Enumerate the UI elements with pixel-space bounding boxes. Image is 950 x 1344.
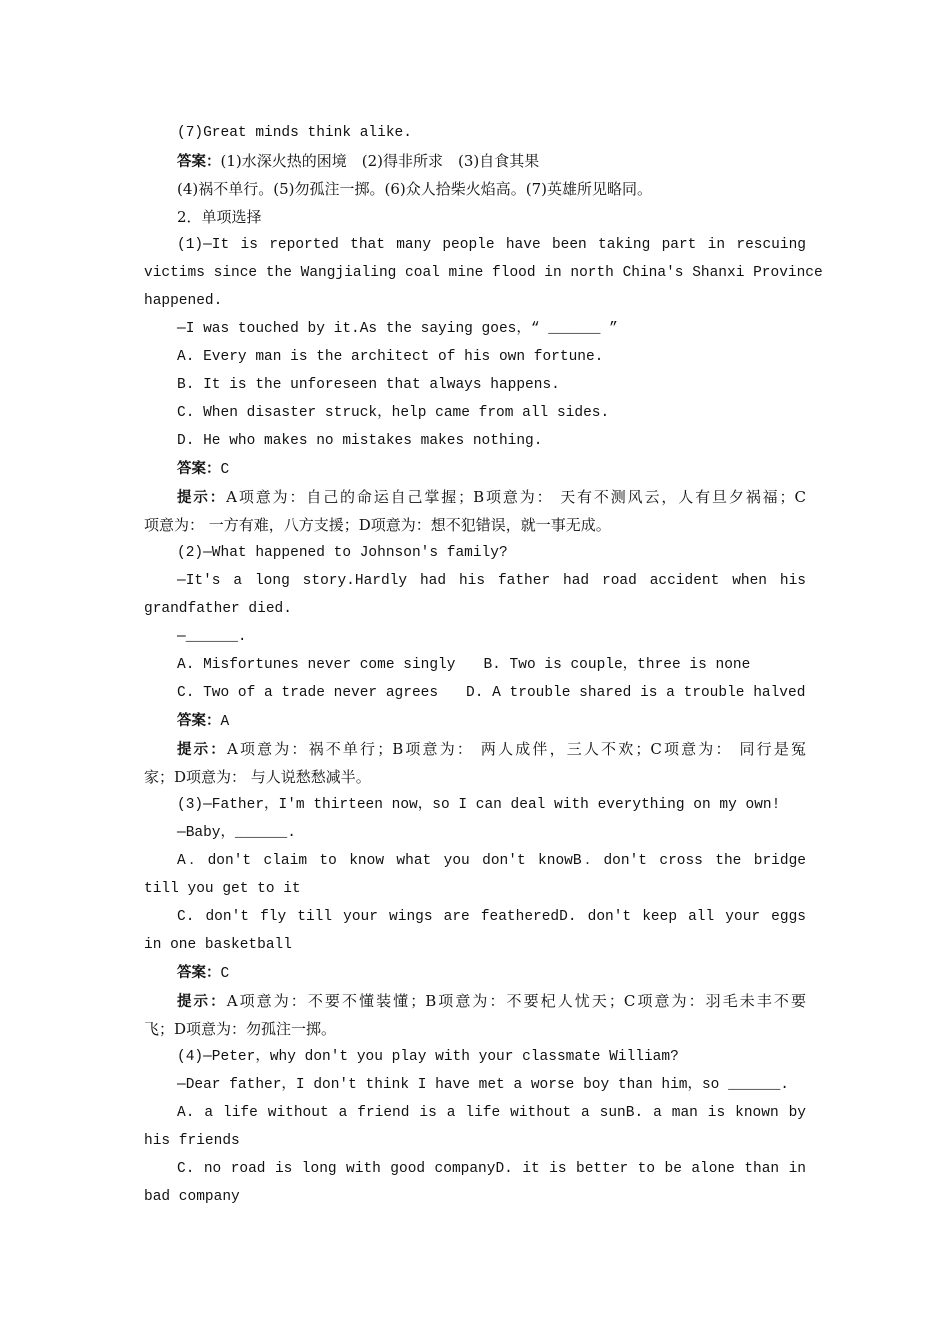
- text: —I was touched by it.As the saying goes，“ ______ ”: [177, 321, 618, 337]
- hint-text: 飞；D项意为：勿孤注一掷。: [144, 1020, 337, 1038]
- question-4-reply: [177, 1071, 806, 1099]
- hint-text: A项意为：自己的命运自己掌握；B项意为： 天有不测风云，人有旦夕祸福；C: [226, 488, 807, 506]
- question-1-option-d: [177, 427, 806, 455]
- question-1-hint-cont: [144, 511, 806, 539]
- question-2-hint: [177, 735, 806, 764]
- text: grandfather died.: [144, 601, 292, 617]
- question-1-text: [177, 231, 806, 259]
- section-heading: [177, 203, 806, 231]
- question-4-option-c: C. no road is long with good company: [177, 1161, 496, 1177]
- answer-label: 答案：: [177, 713, 221, 729]
- question-2-reply: [177, 567, 806, 595]
- text: —Baby，______.: [177, 825, 296, 841]
- question-2-answer: [177, 707, 806, 736]
- question-4-text: [177, 1043, 806, 1071]
- question-2-option-d: D. A trouble shared is a trouble halved: [466, 685, 806, 701]
- question-4-options-cd: [177, 1155, 806, 1183]
- hint-label: 提示：: [177, 742, 227, 758]
- answer-value: C: [220, 966, 230, 982]
- question-2-options-cd: [177, 679, 806, 707]
- hint-text: 家；D项意为： 与人说愁愁减半。: [144, 768, 371, 786]
- text: victims since the Wangjialing coal mine flood in north China's Shanxi Province: [144, 265, 823, 281]
- question-1-reply: [177, 315, 806, 343]
- text: —It's a long story.Hardly had his father had road accident when his: [177, 573, 806, 589]
- question-3-option-a: A．don't claim to know what you don't know: [177, 853, 573, 869]
- text: —______.: [177, 629, 247, 645]
- question-4-option-a: A. a life without a friend is a life without a sun: [177, 1105, 626, 1121]
- text: D. He who makes no mistakes makes nothing.: [177, 433, 543, 449]
- text: (4)祸不单行。(5)勿孤注一掷。(6)众人拾柴火焰高。(7)英雄所见略同。: [177, 180, 652, 198]
- question-2-option-a: A. Misfortunes never come singly: [177, 657, 456, 673]
- answer-line-continued: [177, 175, 806, 203]
- hint-text: 项意为： 一方有难，八方支援；D项意为：想不犯错误，就一事无成。: [144, 516, 611, 534]
- question-3-answer: [177, 959, 806, 988]
- question-1-hint: [177, 483, 806, 512]
- answer-line: [177, 147, 806, 177]
- question-3-option-c: C. don't fly till your wings are feathered: [177, 909, 560, 925]
- text: (1)—It is reported that many people have been taking part in rescuing: [177, 237, 806, 253]
- hint-label: 提示：: [177, 490, 227, 506]
- hint-label: 提示：: [177, 994, 227, 1010]
- text: —Dear father，I don't think I have met a worse boy than him，so ______.: [177, 1077, 789, 1093]
- answer-item-7: [177, 119, 806, 147]
- question-4-options-ab: [177, 1099, 806, 1127]
- question-3-reply: [177, 819, 806, 847]
- text: in one basketball: [144, 937, 292, 953]
- question-3-text: [177, 791, 806, 819]
- answer-label: 答案：: [177, 461, 221, 477]
- text: his friends: [144, 1133, 240, 1149]
- question-1-text-cont: [144, 259, 823, 287]
- text: happened.: [144, 293, 223, 309]
- question-4-option-b-cont: [144, 1127, 806, 1155]
- question-3-option-b: B．don't cross the bridge: [572, 853, 806, 869]
- question-3-option-b-cont: [144, 875, 806, 903]
- question-3-options-ab: [177, 847, 806, 875]
- question-2-option-b: B. Two is couple，three is none: [483, 657, 751, 673]
- text: A. Every man is the architect of his own fortune.: [177, 349, 604, 365]
- question-2-blank: [177, 623, 806, 651]
- answer-value: A: [220, 714, 230, 730]
- text: C. When disaster struck，help came from all sides.: [177, 405, 610, 421]
- question-4-option-b: B. a man is known by: [625, 1105, 806, 1121]
- text: (7)Great minds think alike.: [177, 125, 412, 141]
- question-1-option-c: [177, 399, 806, 427]
- question-3-hint: [177, 987, 806, 1016]
- text: bad company: [144, 1189, 240, 1205]
- question-2-options-ab: [177, 651, 806, 679]
- question-3-option-d-cont: [144, 931, 806, 959]
- question-3-options-cd: [177, 903, 806, 931]
- question-2-text: [177, 539, 806, 567]
- hint-text: A项意为：祸不单行；B项意为： 两人成伴，三人不欢；C项意为： 同行是冤: [226, 740, 806, 758]
- question-1-answer: [177, 455, 806, 484]
- question-2-reply-cont: [144, 595, 806, 623]
- question-2-option-c: C. Two of a trade never agrees: [177, 685, 439, 701]
- text: (4)—Peter，why don't you play with your classmate William?: [177, 1049, 679, 1065]
- text: till you get to it: [144, 881, 301, 897]
- question-1-option-a: [177, 343, 806, 371]
- heading-text: 2．单项选择: [177, 208, 262, 226]
- question-3-option-d: D. don't keep all your eggs: [559, 909, 806, 925]
- answer-label: 答案：: [177, 965, 221, 981]
- answer-text: (1)水深火热的困境 (2)得非所求 (3)自食其果: [220, 152, 540, 170]
- question-4-option-d: D. it is better to be alone than in: [495, 1161, 806, 1177]
- text: (3)—Father，I'm thirteen now，so I can deal with everything on my own!: [177, 797, 781, 813]
- hint-text: A项意为：不要不懂装懂；B项意为：不要杞人忧天；C项意为：羽毛未丰不要: [226, 992, 806, 1010]
- question-1-text-end: [144, 287, 806, 315]
- question-4-option-d-cont: [144, 1183, 806, 1211]
- question-2-hint-cont: [144, 763, 806, 791]
- question-1-option-b: [177, 371, 806, 399]
- question-3-hint-cont: [144, 1015, 806, 1043]
- answer-value: C: [220, 462, 230, 478]
- text: (2)—What happened to Johnson's family?: [177, 545, 508, 561]
- text: B. It is the unforeseen that always happens.: [177, 377, 560, 393]
- answer-label: 答案：: [177, 154, 221, 170]
